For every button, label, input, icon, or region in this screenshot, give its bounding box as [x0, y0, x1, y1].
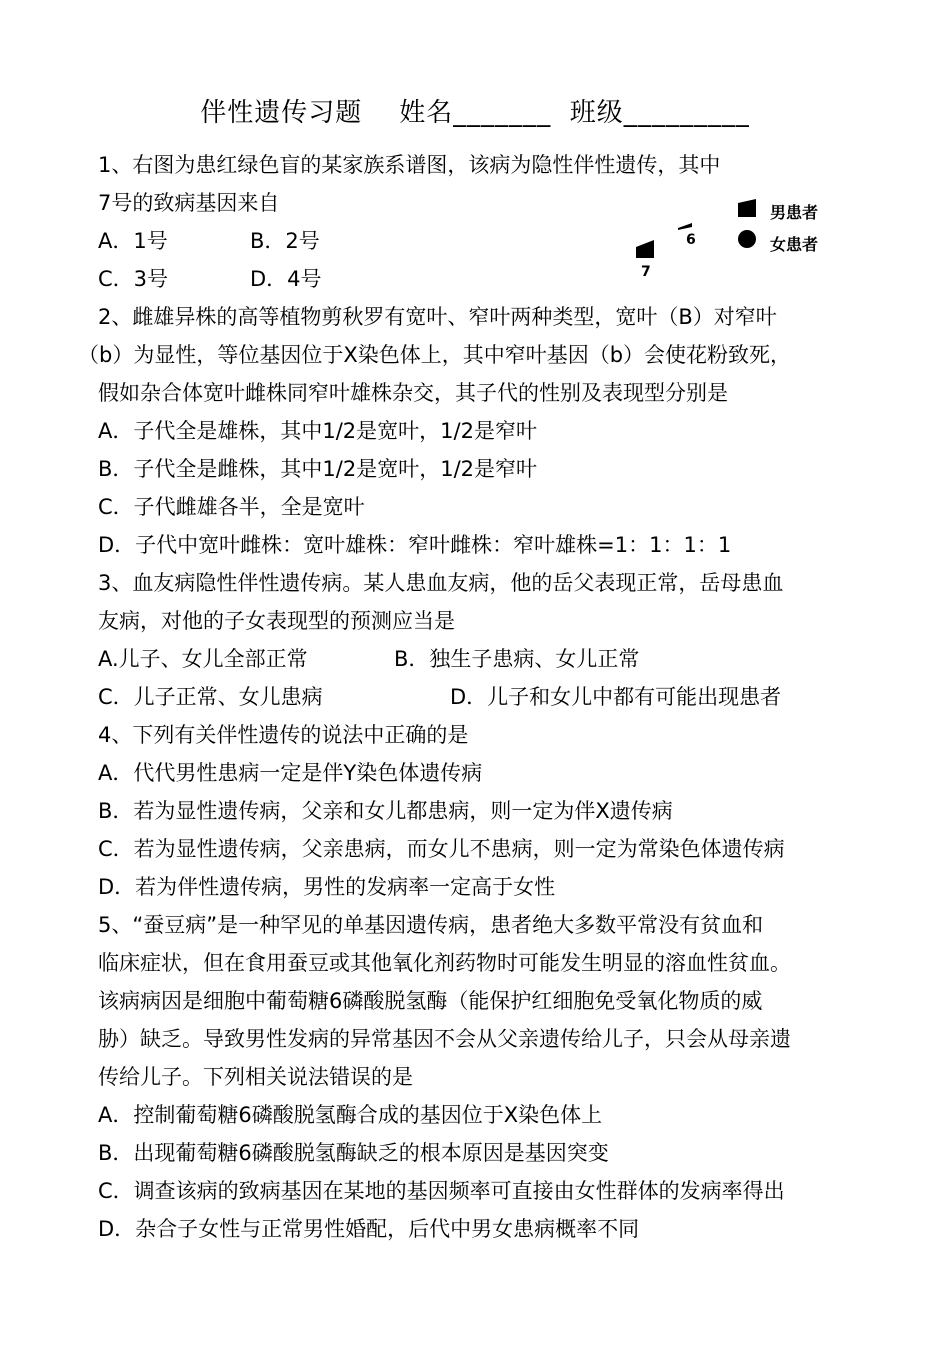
q3-option-c: C．儿子正常、女儿患病 [98, 685, 323, 709]
q2-option-d: D．子代中宽叶雌株：宽叶雄株：窄叶雌株：窄叶雄株=1：1：1：1 [98, 533, 732, 557]
q1-option-c: C．3号 [98, 267, 169, 291]
legend-male-symbol [738, 199, 756, 217]
q5-option-d: D．杂合子女性与正常男性婚配，后代中男女患病概率不同 [98, 1217, 640, 1241]
q3-option-b: B．独生子患病、女儿正常 [394, 647, 640, 671]
pedigree-individual-7 [636, 240, 654, 258]
q2-stem-line1: 2、雌雄异株的高等植物剪秋罗有宽叶、窄叶两种类型，宽叶（B）对窄叶 [98, 305, 777, 329]
q5-stem-line1: 5、“蚕豆病”是一种罕见的单基因遗传病，患者绝大多数平常没有贫血和 [98, 913, 764, 937]
q4-option-b: B．若为显性遗传病，父亲和女儿都患病，则一定为伴X遗传病 [98, 799, 673, 823]
q4-option-a: A．代代男性患病一定是伴Y染色体遗传病 [98, 761, 483, 785]
legend-female-symbol [738, 230, 756, 248]
q5-option-b: B．出现葡萄糖6磷酸脱氢酶缺乏的根本原因是基因突变 [98, 1141, 609, 1165]
q3-stem-line2: 友病，对他的子女表现型的预测应当是 [98, 609, 455, 633]
q1-option-a: A．1号 [98, 229, 168, 253]
q3-stem-line1: 3、血友病隐性伴性遗传病。某人患血友病，他的岳父表现正常，岳母患血 [98, 571, 784, 595]
q1-option-b: B．2号 [250, 229, 320, 253]
q5-option-a: A．控制葡萄糖6磷酸脱氢酶合成的基因位于X染色体上 [98, 1103, 603, 1127]
q3-option-a: A.儿子、女儿全部正常 [98, 647, 308, 671]
q5-stem-line5: 传给儿子。下列相关说法错误的是 [98, 1065, 413, 1089]
q4-option-c: C．若为显性遗传病，父亲患病，而女儿不患病，则一定为常染色体遗传病 [98, 837, 785, 861]
legend-female-label: 女患者 [770, 235, 819, 254]
q2-option-b: B．子代全是雌株，其中1/2是宽叶，1/2是窄叶 [98, 457, 537, 481]
q5-option-c: C．调查该病的致病基因在某地的基因频率可直接由女性群体的发病率得出 [98, 1179, 785, 1203]
q1-option-d: D．4号 [250, 267, 322, 291]
q2-option-a: A．子代全是雄株，其中1/2是宽叶，1/2是窄叶 [98, 419, 537, 443]
q4-stem-line1: 4、下列有关伴性遗传的说法中正确的是 [98, 723, 469, 747]
q2-option-c: C．子代雌雄各半，全是宽叶 [98, 495, 365, 519]
q4-option-d: D．若为伴性遗传病，男性的发病率一定高于女性 [98, 875, 556, 899]
q3-option-d: D．儿子和女儿中都有可能出现患者 [450, 685, 782, 709]
q5-stem-line4: 胁）缺乏。导致男性发病的异常基因不会从父亲遗传给儿子，只会从母亲遗 [98, 1027, 791, 1051]
q5-stem-line3: 该病病因是细胞中葡萄糖6磷酸脱氢酶（能保护红细胞免受氧化物质的威 [98, 989, 763, 1013]
q1-stem-line2: 7号的致病基因来自 [98, 191, 280, 215]
q5-stem-line2: 临床症状，但在食用蚕豆或其他氧化剂药物时可能发生明显的溶血性贫血。 [98, 951, 791, 975]
pedigree-individual-6 [678, 223, 692, 230]
pedigree-label-6: 6 [686, 232, 696, 248]
q1-stem-line1: 1、右图为患红绿色盲的某家族系谱图，该病为隐性伴性遗传，其中 [98, 153, 721, 177]
q2-stem-line3: 假如杂合体宽叶雌株同窄叶雄株杂交，其子代的性别及表现型分别是 [98, 381, 728, 405]
q2-stem-line2: （b）为显性，等位基因位于X染色体上，其中窄叶基因（b）会使花粉致死， [78, 343, 792, 367]
legend-male-label: 男患者 [770, 203, 819, 222]
worksheet-title: 伴性遗传习题 姓名_______ 班级_________ [200, 98, 750, 128]
pedigree-label-7: 7 [641, 264, 651, 280]
